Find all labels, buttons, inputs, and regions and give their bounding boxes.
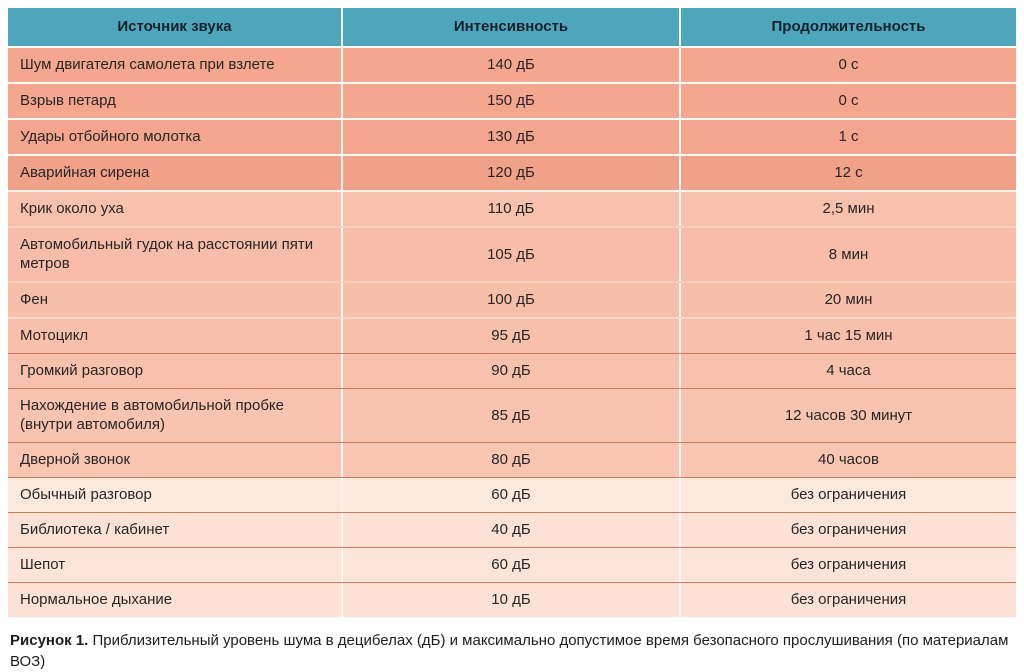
table-row xyxy=(8,82,1016,118)
table-row xyxy=(8,46,1016,82)
source-cell: Шум двигателя самолета при взлете xyxy=(20,56,275,73)
column-header-source: Источник звука xyxy=(117,18,232,35)
duration-cell: 2,5 мин xyxy=(679,192,1016,226)
table-row xyxy=(8,582,1016,617)
intensity-cell: 130 дБ xyxy=(341,120,679,154)
source-cell: Аварийная сирена xyxy=(20,164,150,181)
source-cell: Обычный разговор xyxy=(20,486,152,503)
source-cell: Крик около уха xyxy=(20,200,124,217)
intensity-cell: 150 дБ xyxy=(341,84,679,118)
source-cell: Удары отбойного молотка xyxy=(20,128,201,145)
source-cell: Громкий разговор xyxy=(20,362,144,379)
intensity-cell: 10 дБ xyxy=(341,583,679,617)
source-cell: Автомобильный гудок на расстоянии пяти метров xyxy=(20,236,314,272)
intensity-cell: 140 дБ xyxy=(341,48,679,82)
source-cell: Дверной звонок xyxy=(20,451,131,468)
source-cell: Мотоцикл xyxy=(20,327,89,344)
intensity-cell: 60 дБ xyxy=(341,548,679,582)
intensity-cell: 100 дБ xyxy=(341,283,679,317)
duration-cell: 12 часов 30 минут xyxy=(679,389,1016,442)
duration-cell: 8 мин xyxy=(679,228,1016,281)
duration-cell: 40 часов xyxy=(679,443,1016,477)
source-cell: Нахождение в автомобильной пробке (внутри автомобиля) xyxy=(20,397,284,433)
figure-caption xyxy=(10,630,1012,672)
intensity-cell: 60 дБ xyxy=(341,478,679,512)
table-row xyxy=(8,547,1016,582)
source-cell: Фен xyxy=(20,291,49,308)
intensity-cell: 110 дБ xyxy=(341,192,679,226)
intensity-cell: 40 дБ xyxy=(341,513,679,547)
source-cell: Библиотека / кабинет xyxy=(20,521,170,538)
table-row xyxy=(8,281,1016,317)
noise-levels-table xyxy=(8,8,1016,617)
table-row xyxy=(8,477,1016,512)
table-row xyxy=(8,353,1016,388)
source-cell: Нормальное дыхание xyxy=(20,591,173,608)
duration-cell: 4 часа xyxy=(679,354,1016,388)
intensity-cell: 80 дБ xyxy=(341,443,679,477)
duration-cell: без ограничения xyxy=(679,478,1016,512)
duration-cell: 1 час 15 мин xyxy=(679,319,1016,353)
table-row xyxy=(8,442,1016,477)
duration-cell: 0 с xyxy=(679,84,1016,118)
table-row xyxy=(8,118,1016,154)
duration-cell: 1 с xyxy=(679,120,1016,154)
table-header xyxy=(8,8,1016,46)
duration-cell: 20 мин xyxy=(679,283,1016,317)
table-row xyxy=(8,317,1016,353)
table-row xyxy=(8,226,1016,281)
intensity-cell: 95 дБ xyxy=(341,319,679,353)
column-header-duration: Продолжительность xyxy=(679,8,1016,46)
table-row xyxy=(8,388,1016,442)
table-row xyxy=(8,154,1016,190)
duration-cell: без ограничения xyxy=(679,548,1016,582)
table-row xyxy=(8,190,1016,226)
duration-cell: без ограничения xyxy=(679,513,1016,547)
column-header-intensity: Интенсивность xyxy=(341,8,679,46)
intensity-cell: 105 дБ xyxy=(341,228,679,281)
figure-caption-text: Приблизительный уровень шума в децибелах (дБ) и максимально допустимое время безопасного прослушивания (по материалам ВОЗ) xyxy=(10,632,1009,670)
duration-cell: без ограничения xyxy=(679,583,1016,617)
duration-cell: 0 с xyxy=(679,48,1016,82)
figure-label: Рисунок 1. xyxy=(10,632,89,649)
source-cell: Взрыв петард xyxy=(20,92,116,109)
intensity-cell: 85 дБ xyxy=(341,389,679,442)
duration-cell: 12 с xyxy=(679,156,1016,190)
intensity-cell: 90 дБ xyxy=(341,354,679,388)
intensity-cell: 120 дБ xyxy=(341,156,679,190)
source-cell: Шепот xyxy=(20,556,66,573)
table-row xyxy=(8,512,1016,547)
